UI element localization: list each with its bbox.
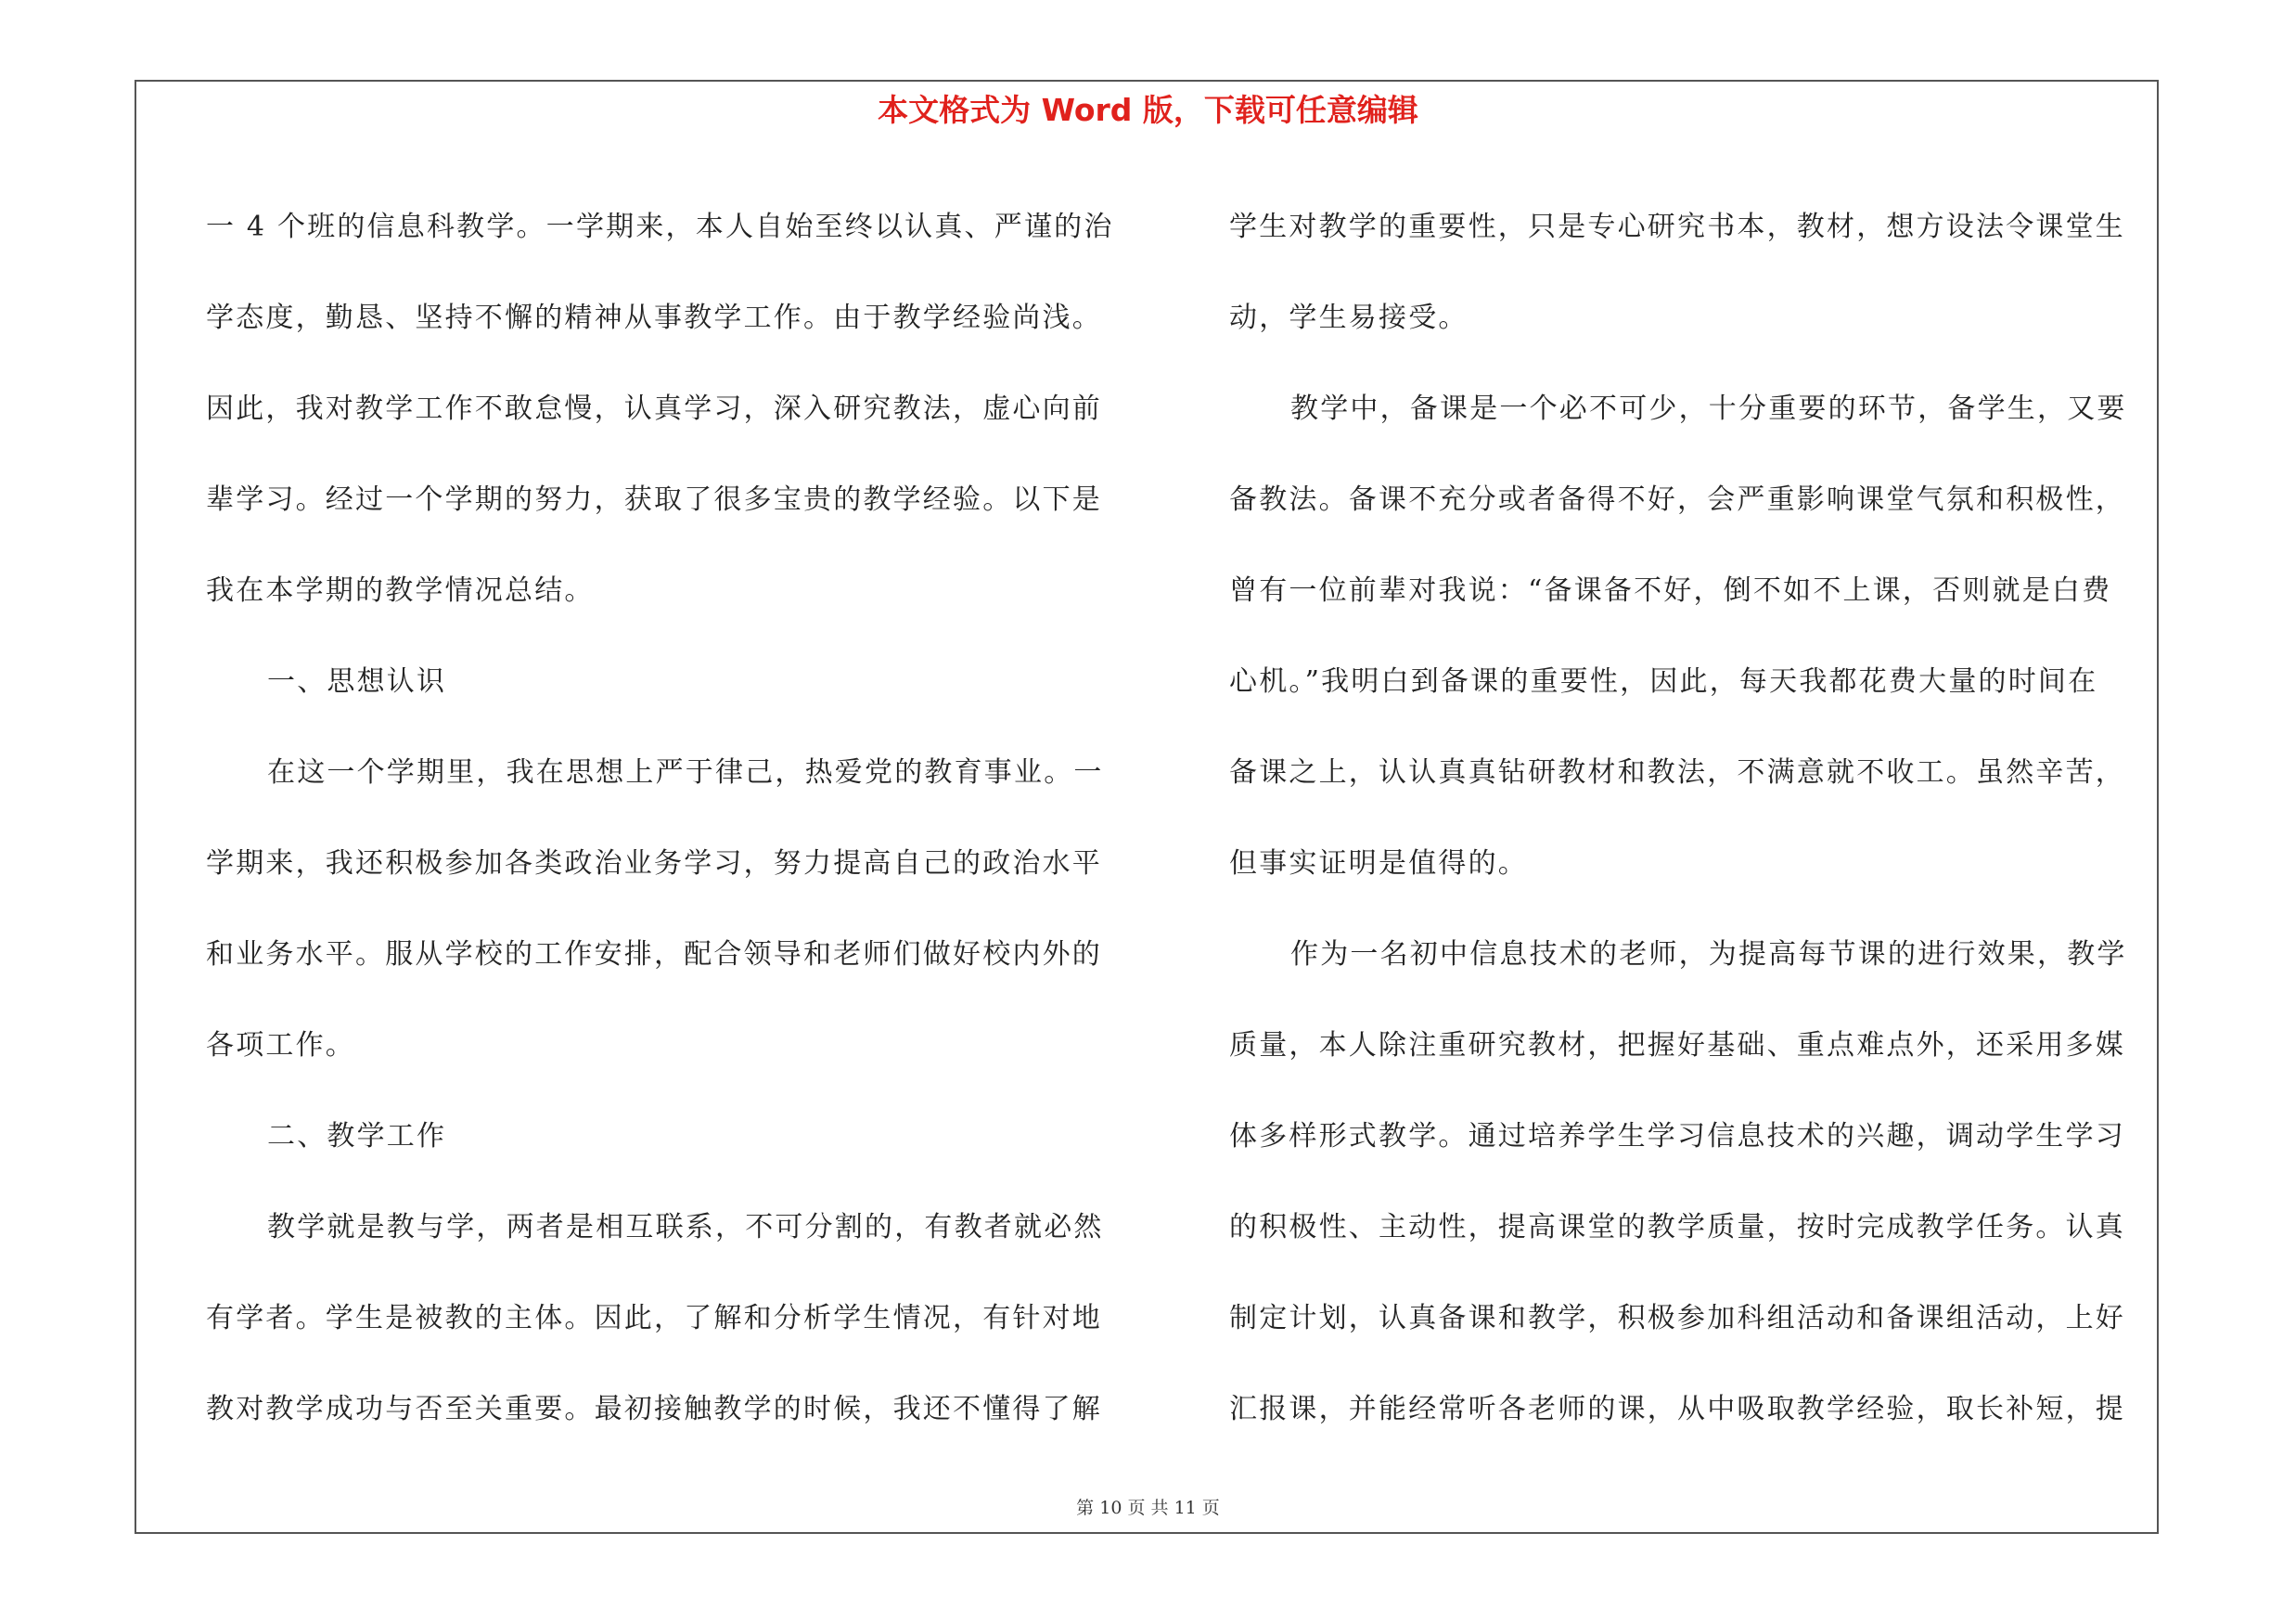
text-line: 和业务水平。服从学校的工作安排，配合领导和老师们做好校内外的	[206, 938, 1102, 971]
footer-suffix: 页	[1201, 1498, 1220, 1518]
footer-middle: 页 共	[1127, 1498, 1169, 1518]
text-line: 制定计划，认真备课和教学，积极参加科组活动和备课组活动，上好	[1229, 1302, 2125, 1334]
footer-page-number: 10	[1099, 1498, 1122, 1518]
text-line: 心机。”我明白到备课的重要性，因此，每天我都花费大量的时间在	[1229, 665, 2098, 698]
footer-prefix: 第	[1076, 1498, 1095, 1518]
text-line: 备教法。备课不充分或者备得不好，会严重影响课堂气氛和积极性，	[1229, 483, 2125, 516]
text-line: 作为一名初中信息技术的老师，为提高每节课的进行效果，教学	[1290, 938, 2127, 971]
page-number-footer	[0, 1496, 2296, 1520]
text-line: 学态度，勤恳、坚持不懈的精神从事教学工作。由于教学经验尚浅。	[206, 302, 1102, 334]
text-line: 在这一个学期里，我在思想上严于律己，热爱党的教育事业。一	[267, 756, 1104, 789]
right-text-column	[1229, 182, 2168, 1455]
text-line: 有学者。学生是被教的主体。因此，了解和分析学生情况，有针对地	[206, 1302, 1102, 1334]
text-line: 我在本学期的教学情况总结。	[206, 574, 595, 607]
text-line: 二、教学工作	[267, 1120, 447, 1153]
text-line: 学生对教学的重要性，只是专心研究书本，教材，想方设法令课堂生	[1229, 211, 2125, 243]
text-line: 一 4 个班的信息科教学。一学期来，本人自始至终以认真、严谨的治	[206, 211, 1114, 243]
text-line: 但事实证明是值得的。	[1229, 847, 1528, 880]
text-line: 因此，我对教学工作不敢怠慢，认真学习，深入研究教法，虚心向前	[206, 393, 1102, 425]
text-line: 各项工作。	[206, 1029, 355, 1062]
text-line: 学期来，我还积极参加各类政治业务学习，努力提高自己的政治水平	[206, 847, 1102, 880]
text-line: 辈学习。经过一个学期的努力，获取了很多宝贵的教学经验。以下是	[206, 483, 1102, 516]
text-line: 教学中，备课是一个必不可少，十分重要的环节，备学生，又要	[1290, 393, 2127, 425]
footer-total-pages: 11	[1174, 1498, 1197, 1518]
text-line: 教对教学成功与否至关重要。最初接触教学的时候，我还不懂得了解	[206, 1393, 1102, 1425]
format-notice-banner: 本文格式为 Word 版，下载可任意编辑	[878, 92, 1418, 128]
text-line: 的积极性、主动性，提高课堂的教学质量，按时完成教学任务。认真	[1229, 1211, 2125, 1243]
text-line: 质量，本人除注重研究教材，把握好基础、重点难点外，还采用多媒	[1229, 1029, 2125, 1062]
text-line: 教学就是教与学，两者是相互联系，不可分割的，有教者就必然	[267, 1211, 1104, 1243]
text-line: 曾有一位前辈对我说：“备课备不好，倒不如不上课，否则就是白费	[1229, 574, 2112, 607]
text-line: 动，学生易接受。	[1229, 302, 1469, 334]
text-line: 一、思想认识	[267, 665, 447, 698]
text-line: 体多样形式教学。通过培养学生学习信息技术的兴趣，调动学生学习	[1229, 1120, 2125, 1153]
text-line: 备课之上，认认真真钻研教材和教法，不满意就不收工。虽然辛苦，	[1229, 756, 2125, 789]
left-text-column	[206, 182, 1124, 1455]
text-line: 汇报课，并能经常听各老师的课，从中吸取教学经验，取长补短，提	[1229, 1393, 2125, 1425]
